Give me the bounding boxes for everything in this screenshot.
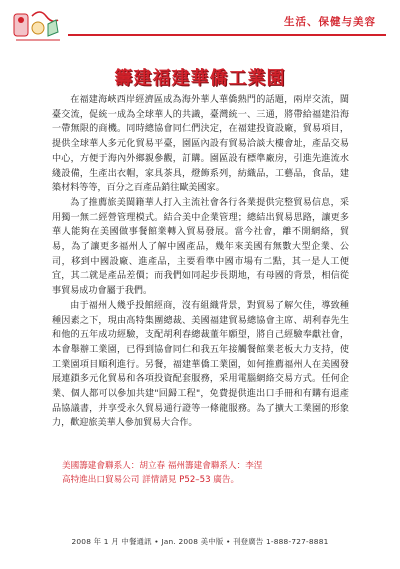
section-title: 生活、保健与美容 xyxy=(284,16,376,28)
page-header xyxy=(0,0,400,52)
paragraph-3: 由于福州人幾乎投館經商，沒有組織背景，對貿易了解欠佳，導致種種因素之下，現由高特集團總裁、美國福建貿易總協會主席、胡利春先生和他的五年成功經驗，支配胡利春總裁董年願望，將自己經驗奉獻社會，本會舉辦工業園，已得到協會同仁和我五年接觸餐館業老板大力支持，使工業園項目順利進行。另餐，福建華僑工業園，如何推薦福州人在美國發展連鎖多元化貿易和各項投資配套服務，采用電腦網絡交易方式。任何企業、個人都可以參加共建"回歸工程"，免費提供進出口手冊和有購有退產品協議書，并享受永久貿易通行證等一條龍服務。為了擴大工業園的形象力，歡迎旅美華人參加貿易大合作。 xyxy=(52,300,349,429)
page-footer: 2008 年 1 月 中餐通訊 • Jan. 2008 美中版 • 刊登廣告 1-888-727-8881 xyxy=(71,537,329,546)
paragraph-1: 在福建海峽西岸經濟區成為海外華人華僑熱門的話題，兩岸交流，閩臺交流，促統一成為全球華人的共識，臺灣統一、三通，將帶給福建沿海一帶無限的商機。同時總協會同仁們決定，在福建投資設廠，貿易項目，提供全球華人多元化貿易平臺，園區內設有貿易洽談大樓會址，產品交易中心，方便于海內外鄉親參觀，訂購。園區設有標準廠房，引進先進流水綫設備，生產出衣帽，家具茶具，燈飾系列，紡織品，工藝品，食品，建築材料等等，百分之百產品銷往歐美國家。 xyxy=(52,95,349,194)
article-body xyxy=(52,93,349,431)
contact-info xyxy=(62,459,352,487)
lifestyle-logo-icon xyxy=(12,6,64,44)
paragraph-2: 為了推薦旅美閩籍華人打入主流社會各行各業提供完整貿易信息，采用獨一無二經營管理模式。結合美中企業管理；總結出貿易思路，讓更多華人能夠在美國做事餐館業轉入貿易發展。當今社會，離不開網絡，貿易，為了讓更多福州人了解中國產品，幾年來美國有無數大型企業、公司，移到中國設廠、進產品，主要看準中國市場有二點，其一是人工便宜，其二就是產品差價；而我們如同起步長期地，有母國的背景，相信從事貿易成功會屬于我們。 xyxy=(52,197,349,297)
article-title: 籌建福建華僑工業園 xyxy=(114,68,286,89)
header-divider xyxy=(68,34,386,36)
contact-line-1: 美國籌建會聯系人：胡立春 福州籌建會聯系人：李涅 xyxy=(62,461,263,471)
contact-line-2: 高特進出口貿易公司 詳情請見 P52–53 廣告。 xyxy=(62,475,240,486)
